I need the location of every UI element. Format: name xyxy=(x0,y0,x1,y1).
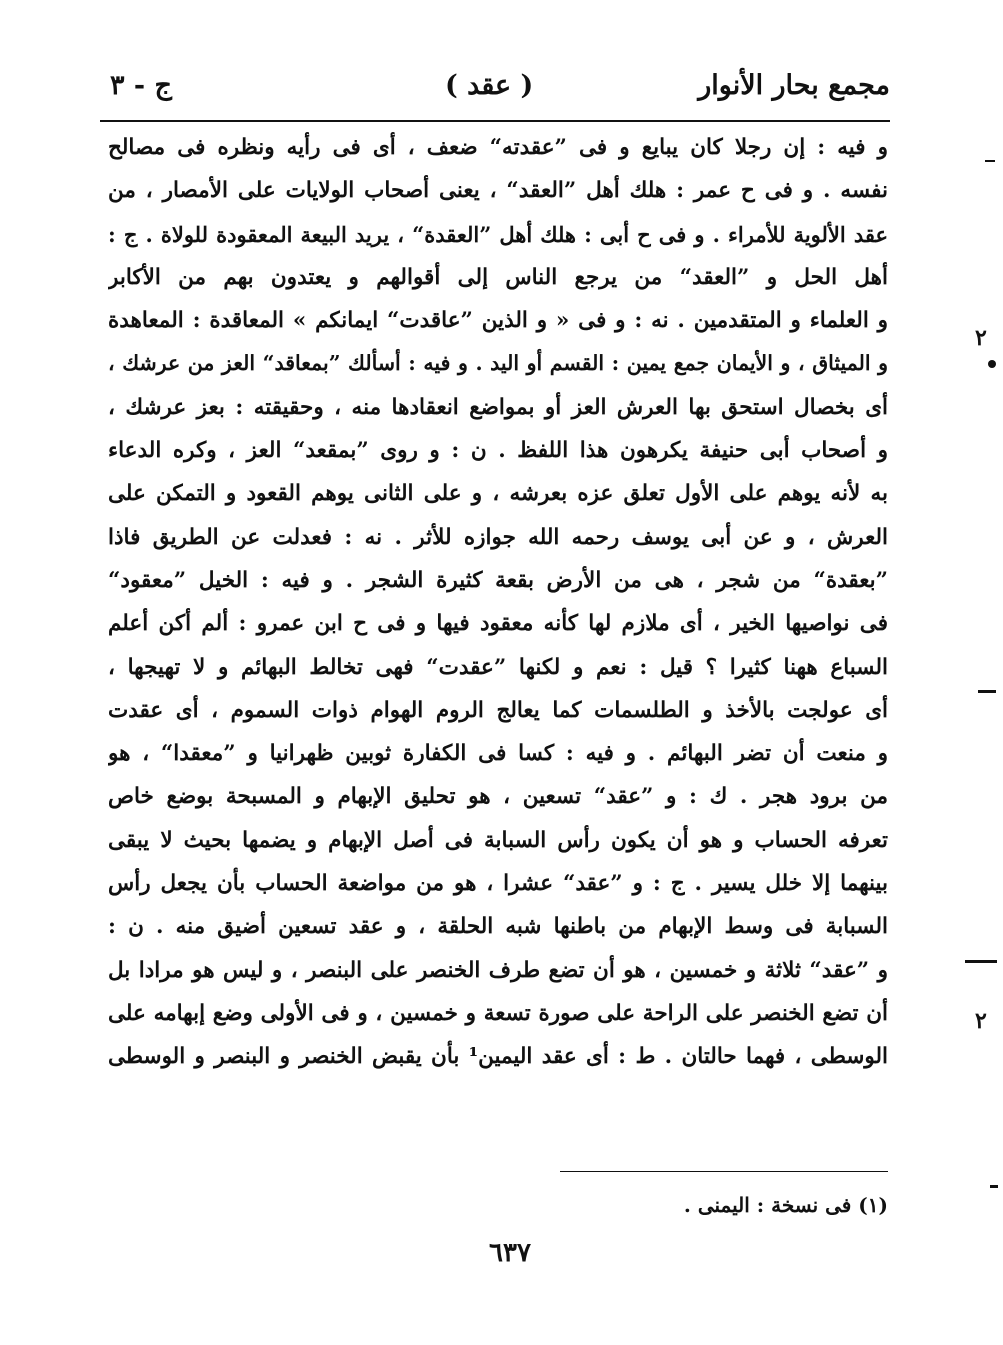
text-line: و العلماء و المتقدمين . نه : و فى « و الذين ”عاقدت“ ايمانكم » المعاقدة : المعاهدة xyxy=(108,308,888,334)
footnote-rule xyxy=(560,1171,888,1172)
text-line: بينهما إلا خلل يسير . ج : و ”عقد“ عشرا ، هو من مواضعة الحساب بأن يجعل رأس xyxy=(108,871,888,897)
margin-mark-lower: ٢ xyxy=(975,1008,987,1034)
text-line: و أصحاب أبى حنيفة يكرهون هذا اللفظ . ن : و روى ”بمقعد“ العز ، وكره الدعاء xyxy=(108,438,888,464)
margin-tick xyxy=(978,690,996,693)
text-line: العرش ، و عن أبى يوسف رحمه الله جوازه للأثر . نه : فعدلت عن الطريق فاذا xyxy=(108,524,888,550)
text-line: عقد الألوية للأمراء . و فى ح أبى : هلك أهل ”العقدة“ ، يريد البيعة المعقودة للولاة . ج : xyxy=(108,221,888,247)
text-line: تعرفه الحساب و هو أن يكون رأس السبابة فى أصل الإبهام و يضمها بحيث لا يبقى xyxy=(108,827,888,853)
margin-mark-upper: ٢ xyxy=(975,325,987,351)
margin-tick xyxy=(988,360,996,368)
text-line: و منعت أن تضر البهائم . و فيه : كسا فى الكفارة ثوبين ظهرانيا و ”معقدا“ ، هو xyxy=(108,741,888,767)
running-header xyxy=(100,62,890,112)
text-line: به لأنه يوهم على الأول تعلق عزه بعرشه ، و على الثانى يوهم القعود و التمكن على xyxy=(108,481,888,507)
text-line: من برود هجر . ك : و ”عقد“ تسعين ، هو تحليق الإبهام و المسبحة بوضع خاص xyxy=(108,784,888,810)
text-line: نفسه . و فى ح عمر : هلك أهل ”العقد“ ، يعنى أصحاب الولايات على الأمصار ، من xyxy=(108,178,888,204)
text-line: الوسطى ، فهما حالتان . ط : أى عقد اليمين¹ بأن يقبض الخنصر و البنصر و الوسطى xyxy=(108,1044,888,1070)
margin-tick xyxy=(990,1185,998,1188)
text-line: السباع ههنا كثيرا ؟ قيل : نعم و لكنها ”عقدت“ فهى تخالط البهائم و لا تهيجها ، xyxy=(108,654,888,680)
margin-tick xyxy=(965,960,997,963)
volume-label: ج - ٣ xyxy=(110,70,172,101)
text-line: أهل الحل و ”العقد“ من يرجع الناس إلى أقوالهم و يعتدون بهم من الأكابر xyxy=(108,264,888,290)
entry-headword: ( عقد ) xyxy=(445,70,534,101)
footnote: (١) فى نسخة : اليمنى . xyxy=(683,1193,888,1217)
text-line: و فيه : إن رجلا كان يبايع و فى ”عقدته“ ضعف ، أى فى رأيه ونظره فى مصالح xyxy=(108,135,888,160)
text-line: أى بخصال استحق بها العرش العز أو بمواضع انعقادها منه ، وحقيقته : بعز عرشك ، xyxy=(108,394,888,420)
main-text xyxy=(108,126,888,1079)
text-line: أى عولجت بالأخذ و الطلسمات كما يعالج الروم الهوام ذوات السموم ، أى عقدت xyxy=(108,697,888,723)
header-rule xyxy=(100,120,890,122)
text-line: أن تضع الخنصر على الراحة على صورة تسعة و خمسين ، و فى الأولى وضع إبهامه على xyxy=(108,1000,888,1026)
text-line: و الميثاق ، و الأيمان جمع يمين : القسم أو اليد . و فيه : أسألك ”بمعاقد“ العز من عرشك ، xyxy=(108,351,888,376)
text-line: و ”عقد“ ثلاثة و خمسين ، هو أن تضع طرف الخنصر على البنصر ، و ليس هو مرادا بل xyxy=(108,957,888,983)
text-line: فى نواصيها الخير ، أى ملازم لها كأنه معقود فيها و فى ح ابن عمرو : ألم أكن أعلم xyxy=(108,611,888,637)
margin-tick xyxy=(985,160,995,162)
page-number: ٦٣٧ xyxy=(489,1238,531,1268)
text-line: ”بعقدة“ من شجر ، هى من الأرض بقعة كثيرة الشجر . و فيه : الخيل ”معقود“ xyxy=(108,567,888,593)
text-line: السبابة فى وسط الإبهام من باطنها شبه الحلقة ، و عقد تسعين أضيق منه . ن : xyxy=(108,914,888,940)
book-title: مجمع بحار الأنوار xyxy=(698,70,890,101)
